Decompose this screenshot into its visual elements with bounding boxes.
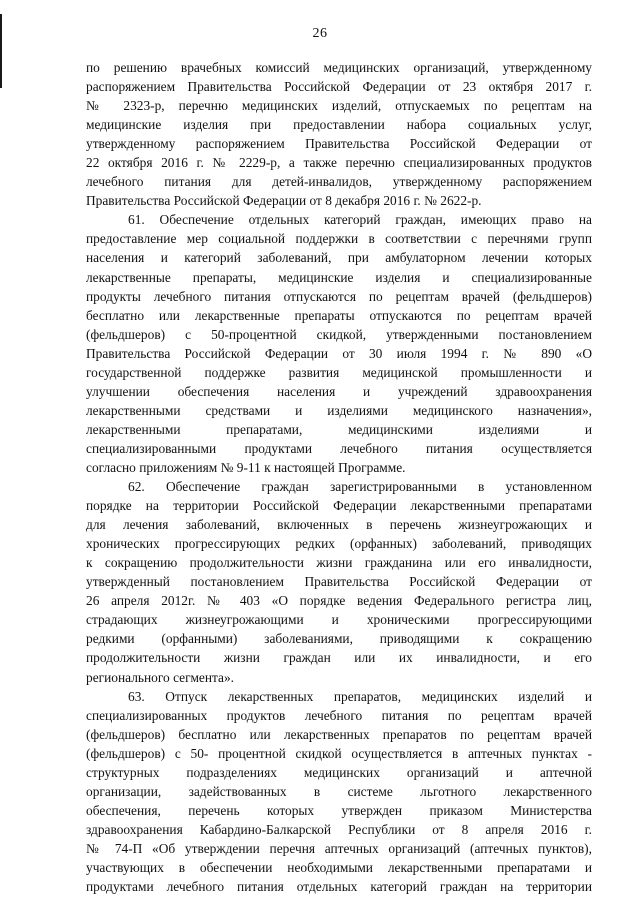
text-line: медицинские изделия при предоставлении набора социальных услуг, — [86, 117, 592, 133]
text-line: здравоохранения Кабардино-Балкарской Республики от 8 апреля 2016 г. — [86, 821, 592, 837]
text-line: распоряжением Правительства Российской Федерации от 23 октября 2017 г. — [86, 79, 592, 95]
text-line: специализированных продуктов лечебного питания по рецептам врачей — [86, 707, 592, 723]
text-line: лекарственными средствами и изделиями медицинского назначения», — [86, 402, 592, 418]
text-line: улучшении обеспечения населения и учреждений здравоохранения — [86, 383, 592, 399]
text-line: Правительства Российской Федерации от 30 июля 1994 г. № 890 «О — [86, 345, 592, 361]
text-line: 61. Обеспечение отдельных категорий граждан, имеющих право на — [128, 212, 592, 228]
text-line: для лечения заболеваний, включенных в перечень жизнеугрожающих и — [86, 517, 592, 533]
text-line: лекарственными препаратами, медицинскими изделиями и — [86, 421, 592, 437]
text-line: 63. Отпуск лекарственных препаратов, медицинских изделий и — [128, 688, 592, 704]
text-line: утвержденный постановлением Правительства Российской Федерации от — [86, 574, 592, 590]
text-line: продукты лечебного питания отпускаются по рецептам врачей (фельдшеров) — [86, 288, 592, 304]
text-line: по решению врачебных комиссий медицинских организаций, утвержденному — [86, 60, 592, 75]
text-line: лекарственные препараты, медицинские изделия и специализированные — [86, 269, 592, 285]
text-line: согласно приложениям № 9-11 к настоящей Программе. — [86, 459, 406, 475]
page-number: 26 — [312, 26, 328, 41]
text-line: регионального сегмента». — [86, 669, 235, 685]
text-line: редкими (орфанными) заболеваниями, приводящими к сокращению — [86, 631, 592, 647]
text-line: структурных подразделениях медицинских организаций и аптечной — [86, 764, 592, 780]
text-line: продолжительности жизни граждан или их инвалидности, и его — [86, 650, 592, 666]
text-line: к сокращению продолжительности жизни гражданина или его инвалидности, — [86, 555, 592, 571]
text-line: (фельдшеров) с 50- процентной скидкой осуществляется в аптечных пунктах - — [86, 745, 592, 761]
text-line: 26 апреля 2012г. № 403 «О порядке ведения Федерального регистра лиц, — [86, 593, 592, 609]
text-line: лечебного питания для детей-инвалидов, утвержденному распоряжением — [86, 174, 592, 190]
text-line: (фельдшеров) бесплатно или лекарственных препаратов по рецептам врачей — [86, 726, 592, 742]
text-line: № 2323-р, перечню медицинских изделий, отпускаемых по рецептам на — [86, 98, 592, 114]
text-line: участвующих в обеспечении необходимыми лекарственными препаратами и — [86, 859, 592, 875]
text-line: № 74-П «Об утверждении перечня аптечных организаций (аптечных пунктов), — [86, 840, 592, 856]
text-line: специализированными продуктами лечебного питания осуществляется — [86, 440, 592, 456]
text-line: страдающих жизнеугрожающими и хроническими прогрессирующими — [86, 612, 592, 628]
text-line: 62. Обеспечение граждан зарегистрированными в установленном — [128, 479, 592, 495]
text-line: государственной поддержке развития медицинской промышленности и — [86, 364, 592, 380]
text-line: утвержденному распоряжением Правительства Российской Федерации от — [86, 136, 592, 152]
text-line: (фельдшеров) с 50-процентной скидкой, утвержденными постановлением — [86, 326, 592, 342]
text-line: порядке на территории Российской Федерации лекарственными препаратами — [86, 498, 592, 514]
text-line: предоставление мер социальной поддержки в соответствии с перечнями групп — [86, 231, 592, 247]
text-line: 22 октября 2016 г. № 2229-р, а также перечню специализированных продуктов — [86, 155, 592, 171]
document-body — [86, 58, 592, 896]
text-line: хронических прогрессирующих редких (орфанных) заболеваний, приводящих — [86, 536, 592, 552]
text-line: продуктами лечебного питания отдельных категорий граждан на территории — [86, 879, 592, 895]
text-line: Правительства Российской Федерации от 8 декабря 2016 г. № 2622-р. — [86, 193, 482, 209]
text-line: бесплатно или лекарственные препараты отпускаются по рецептам врачей — [86, 307, 592, 323]
text-line: населения и категорий заболеваний, при амбулаторном лечении которых — [86, 250, 592, 266]
text-line: организации, задействованных в системе льготного лекарственного — [86, 783, 592, 799]
text-line: обеспечения, перечень которых утвержден приказом Министерства — [86, 802, 592, 818]
